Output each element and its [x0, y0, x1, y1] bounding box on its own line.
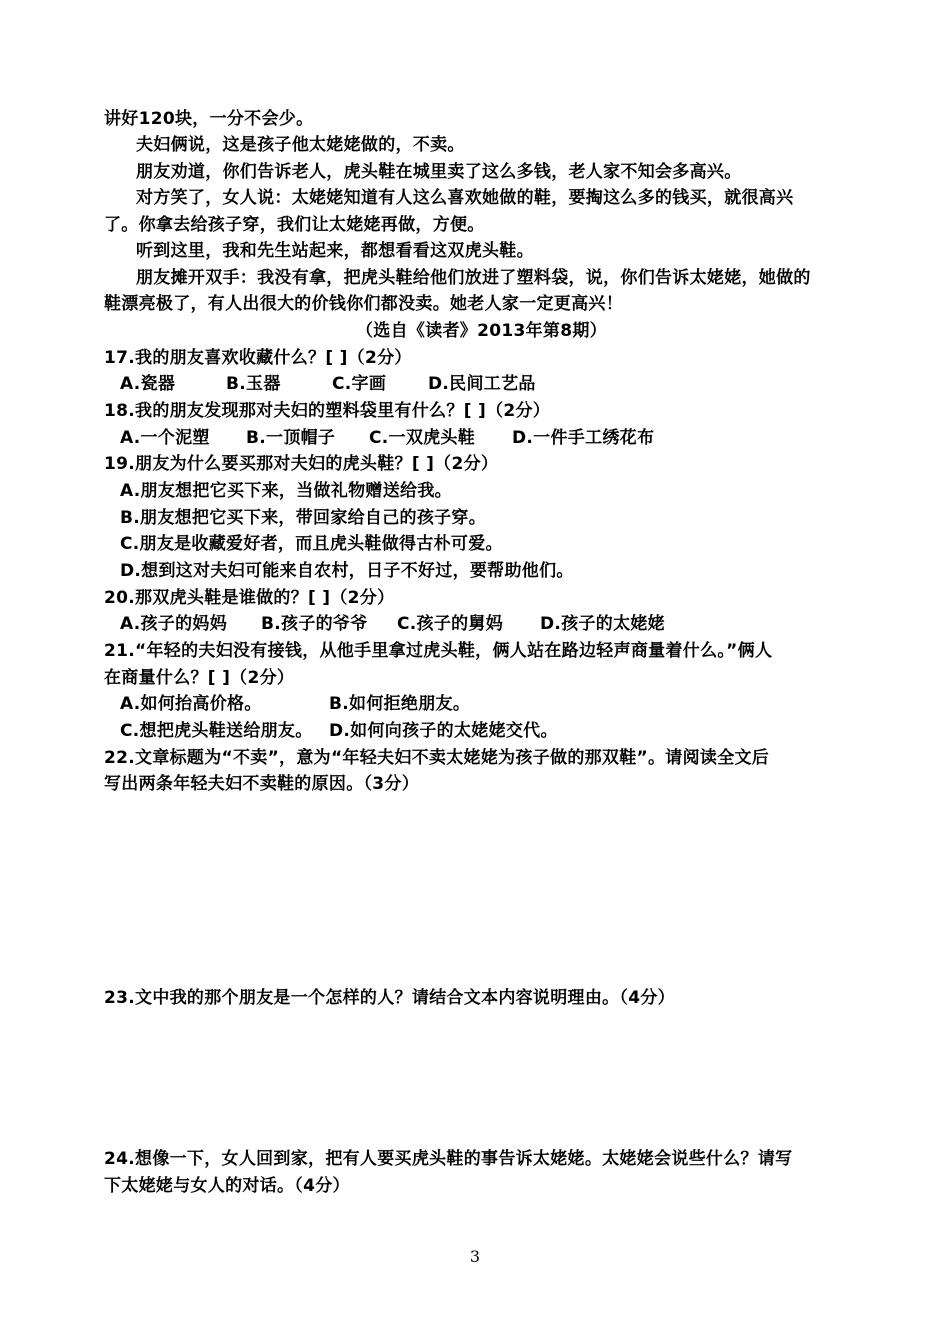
question-19-option-c: C.朋友是收藏爱好者，而且虎头鞋做得古朴可爱。 [120, 534, 503, 554]
option-d: D.民间工艺品 [428, 374, 536, 394]
option-b: B.孩子的爷爷 [261, 614, 368, 634]
option-c: C.想把虎头鞋送给朋友。 [120, 721, 313, 741]
option-b: B.一顶帽子 [246, 428, 336, 448]
passage-line: 听到这里，我和先生站起来，都想看看这双虎头鞋。 [136, 241, 534, 261]
question-22-stem-cont: 写出两条年轻夫妇不卖鞋的原因。（3分） [104, 774, 420, 794]
question-20-stem: 20.那双虎头鞋是谁做的？[ ]（2分） [104, 588, 395, 608]
option-b: B.玉器 [226, 374, 281, 394]
question-21-options-row2 [120, 720, 558, 742]
passage-line: 夫妇俩说，这是孩子他太姥姥做的，不卖。 [136, 135, 465, 155]
option-d: D.一件手工绣花布 [512, 428, 655, 448]
question-18-stem: 18.我的朋友发现那对夫妇的塑料袋里有什么？[ ]（2分） [104, 401, 551, 421]
question-18-options [120, 427, 654, 449]
question-19-option-b: B.朋友想把它买下来，带回家给自己的孩子穿。 [120, 508, 487, 528]
question-19-option-a: A.朋友想把它买下来，当做礼物赠送给我。 [120, 481, 452, 501]
passage-source: （选自《读者》2013年第8期） [356, 321, 607, 341]
option-b: B.如何拒绝朋友。 [329, 694, 471, 714]
passage-line: 对方笑了，女人说：太姥姥知道有人这么喜欢她做的鞋，要掏这么多的钱买，就很高兴 [136, 188, 794, 208]
question-23-stem: 23.文中我的那个朋友是一个怎样的人？请结合文本内容说明理由。（4分） [104, 988, 675, 1008]
question-17-stem: 17.我的朋友喜欢收藏什么？[ ]（2分） [104, 348, 412, 368]
option-d: D.如何向孩子的太姥姥交代。 [329, 721, 558, 741]
question-22-stem: 22.文章标题为“不卖”，意为“年轻夫妇不卖太姥姥为孩子做的那双鞋”。请阅读全文后 [104, 748, 770, 768]
question-21-options-row1 [120, 693, 470, 715]
option-a: A.如何抬高价格。 [120, 694, 262, 714]
option-c: C.字画 [332, 374, 387, 394]
question-24-stem-cont: 下太姥姥与女人的对话。（4分） [104, 1176, 350, 1196]
option-c: C.一双虎头鞋 [369, 428, 476, 448]
question-17-options [120, 373, 536, 395]
question-20-options [120, 613, 665, 635]
question-24-stem: 24.想像一下，女人回到家，把有人要买虎头鞋的事告诉太姥姥。太姥姥会说些什么？请写 [104, 1149, 793, 1169]
passage-line: 朋友摊开双手：我没有拿，把虎头鞋给他们放进了塑料袋，说，你们告诉太姥姥，她做的 [136, 268, 811, 288]
question-21-stem-cont: 在商量什么？[ ]（2分） [104, 668, 295, 688]
question-19-stem: 19.朋友为什么要买那对夫妇的虎头鞋？[ ]（2分） [104, 454, 499, 474]
question-21-stem: 21.“年轻的夫妇没有接钱，从他手里拿过虎头鞋，俩人站在路边轻声商量着什么。”俩人 [104, 641, 773, 661]
passage-line: 了。你拿去给孩子穿，我们让太姥姥再做，方便。 [104, 215, 485, 235]
option-a: A.瓷器 [120, 374, 176, 394]
option-d: D.孩子的太姥姥 [540, 614, 665, 634]
passage-line: 讲好120块，一分不会少。 [104, 109, 314, 129]
page-number: 3 [469, 1247, 481, 1266]
option-c: C.孩子的舅妈 [397, 614, 504, 634]
passage-line: 鞋漂亮极了，有人出很大的价钱你们都没卖。她老人家一定更高兴！ [104, 294, 623, 314]
question-19-option-d: D.想到这对夫妇可能来自农村，日子不好过，要帮助他们。 [120, 561, 574, 581]
passage-line: 朋友劝道，你们告诉老人，虎头鞋在城里卖了这么多钱，老人家不知会多高兴。 [136, 162, 742, 182]
option-a: A.孩子的妈妈 [120, 614, 228, 634]
option-a: A.一个泥塑 [120, 428, 210, 448]
